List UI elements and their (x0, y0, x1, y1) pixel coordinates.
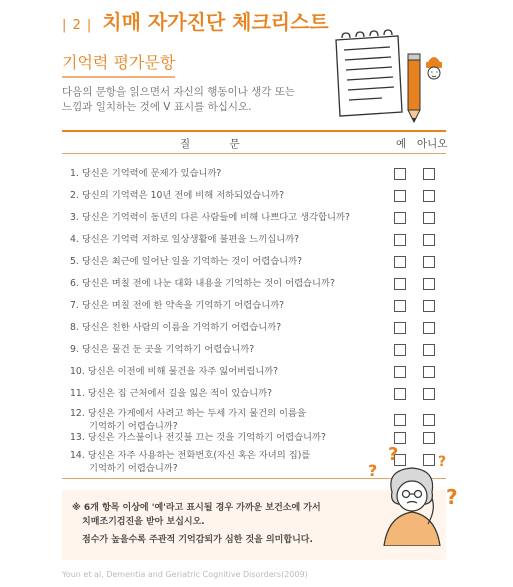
question-14: 14. 당신은 자주 사용하는 전화번호(자신 혹은 자녀의 집)를 (70, 450, 311, 461)
column-header-yes: 예 (396, 138, 407, 150)
citation: Youn et al, Dementia and Geriatric Cognitive Disorders(2009) (62, 570, 308, 579)
no-checkbox-3[interactable] (423, 212, 435, 224)
yes-checkbox-13[interactable] (394, 432, 406, 444)
question-11: 11. 당신은 집 근처에서 길을 잃은 적이 있습니까? (70, 388, 273, 399)
no-checkbox-6[interactable] (423, 278, 435, 290)
no-checkbox-4[interactable] (423, 234, 435, 246)
yes-checkbox-5[interactable] (394, 256, 406, 268)
yes-checkbox-10[interactable] (394, 366, 406, 378)
yes-checkbox-4[interactable] (394, 234, 406, 246)
question-13: 13. 당신은 가스불이나 전깃불 끄는 것을 기억하기 어렵습니까? (70, 432, 326, 443)
question-9: 9. 당신은 물건 둔 곳을 기억하기 어렵습니까? (70, 344, 255, 355)
yes-checkbox-2[interactable] (394, 190, 406, 202)
no-checkbox-11[interactable] (423, 388, 435, 400)
yes-checkbox-3[interactable] (394, 212, 406, 224)
no-checkbox-13[interactable] (423, 432, 435, 444)
intro-line-1: 다음의 문항을 읽으면서 자신의 행동이나 생각 또는 (62, 86, 296, 98)
no-checkbox-5[interactable] (423, 256, 435, 268)
yes-checkbox-9[interactable] (394, 344, 406, 356)
no-checkbox-7[interactable] (423, 300, 435, 312)
note-line-1: ※ 6개 항목 이상에 '예'라고 표시될 경우 가까운 보건소에 가서 (72, 503, 321, 513)
question-1: 1. 당신은 기억력에 문제가 있습니까? (70, 168, 222, 179)
note-line-2: 치매조기검진을 받아 보십시오. (82, 517, 205, 527)
elderly-woman-question-illustration (362, 446, 462, 546)
page-title: 치매 자가진단 체크리스트 (102, 10, 329, 34)
question-2: 2. 당신의 기억력은 10년 전에 비해 저하되었습니까? (70, 190, 285, 201)
table-header-top-rule (62, 130, 446, 132)
yes-checkbox-6[interactable] (394, 278, 406, 290)
yes-checkbox-8[interactable] (394, 322, 406, 334)
column-header-question: 질 문 (180, 138, 258, 150)
no-checkbox-1[interactable] (423, 168, 435, 180)
no-checkbox-9[interactable] (423, 344, 435, 356)
question-6: 6. 당신은 며칠 전에 나눈 대화 내용을 기억하는 것이 어렵습니까? (70, 278, 335, 289)
question-4: 4. 당신은 기억력 저하로 일상생활에 불편을 느끼십니까? (70, 234, 300, 245)
column-header-no: 아니오 (417, 138, 448, 150)
svg-text:?: ? (446, 485, 458, 509)
no-checkbox-10[interactable] (423, 366, 435, 378)
note-line-3: 점수가 높을수록 주관적 기억감퇴가 심한 것을 의미합니다. (82, 535, 313, 545)
yes-checkbox-12[interactable] (394, 414, 406, 426)
yes-checkbox-1[interactable] (394, 168, 406, 180)
no-checkbox-12[interactable] (423, 414, 435, 426)
svg-text:?: ? (438, 454, 447, 470)
yes-checkbox-7[interactable] (394, 300, 406, 312)
title-number: | 2 | (62, 18, 93, 33)
no-checkbox-8[interactable] (423, 322, 435, 334)
question-8: 8. 당신은 친한 사람의 이름을 기억하기 어렵습니까? (70, 322, 282, 333)
no-checkbox-2[interactable] (423, 190, 435, 202)
question-7: 7. 당신은 며칠 전에 한 약속을 기억하기 어렵습니까? (70, 300, 285, 311)
section-title: 기억력 평가문항 (62, 50, 175, 78)
svg-text:?: ? (368, 461, 378, 480)
yes-checkbox-11[interactable] (394, 388, 406, 400)
question-12: 12. 당신은 가게에서 사려고 하는 두세 가지 물건의 이름을 (70, 408, 307, 419)
intro-line-2: 느낌과 일치하는 것에 V 표시를 하십시오. (62, 101, 252, 113)
question-10: 10. 당신은 이전에 비해 물건을 자주 잃어버립니까? (70, 366, 279, 377)
question-12-line-2: 기억하기 어렵습니까? (89, 421, 178, 432)
table-header-bottom-rule (62, 153, 446, 154)
question-5: 5. 당신은 최근에 일어난 일을 기억하는 것이 어렵습니까? (70, 256, 303, 267)
question-3: 3. 당신은 기억력이 동년의 다른 사람들에 비해 나쁘다고 생각합니까? (70, 212, 350, 223)
checklist-pencil-illustration (322, 26, 448, 126)
svg-text:?: ? (388, 446, 399, 465)
title-row (62, 6, 329, 35)
question-14-line-2: 기억하기 어렵습니까? (89, 463, 178, 474)
